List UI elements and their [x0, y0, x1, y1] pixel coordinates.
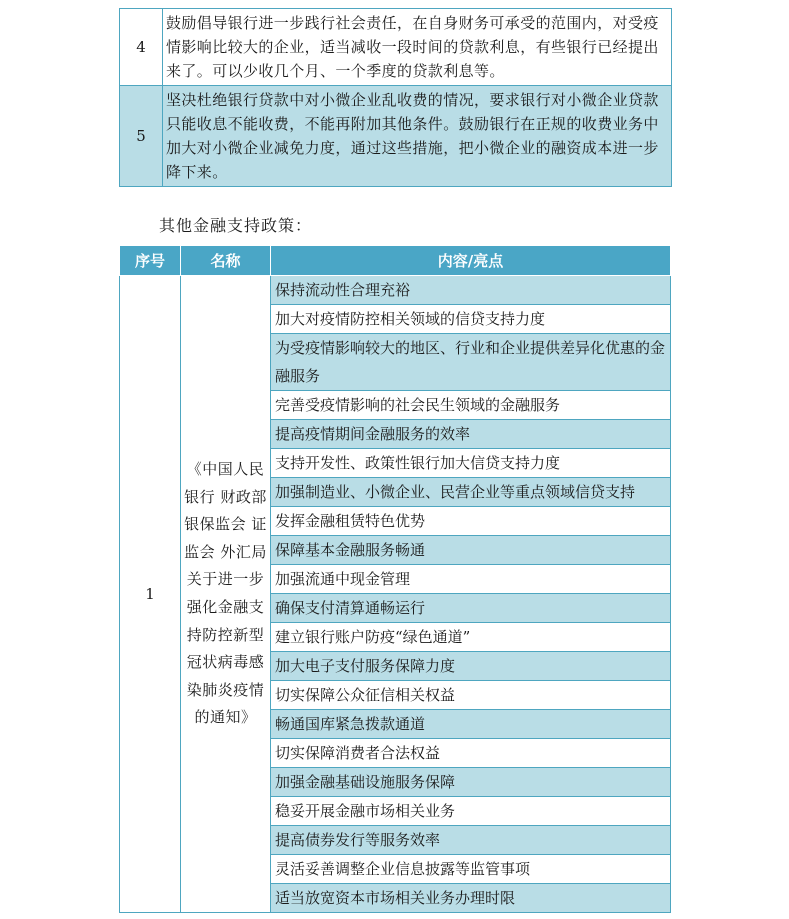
policy-item: 加大电子支付服务保障力度 [271, 652, 671, 681]
header-name: 名称 [181, 246, 271, 276]
table-row [120, 86, 672, 187]
policy-item: 畅通国库紧急拨款通道 [271, 710, 671, 739]
header-content: 内容/亮点 [271, 246, 671, 276]
row-number: 4 [120, 9, 163, 86]
policy-table-top [119, 8, 672, 187]
policy-item: 为受疫情影响较大的地区、行业和企业提供差异化优惠的金融服务 [271, 334, 671, 391]
policy-item: 支持开发性、政策性银行加大信贷支持力度 [271, 449, 671, 478]
policy-item: 保障基本金融服务畅通 [271, 536, 671, 565]
policy-item: 切实保障消费者合法权益 [271, 739, 671, 768]
policy-item: 加大对疫情防控相关领域的信贷支持力度 [271, 305, 671, 334]
policy-item: 建立银行账户防疫“绿色通道” [271, 623, 671, 652]
policy-item: 灵活妥善调整企业信息披露等监管事项 [271, 855, 671, 884]
policy-table-other [119, 245, 671, 913]
header-num: 序号 [120, 246, 181, 276]
section-caption: 其他金融支持政策： [159, 216, 313, 235]
policy-item: 提高债券发行等服务效率 [271, 826, 671, 855]
policy-item: 发挥金融租赁特色优势 [271, 507, 671, 536]
row-number: 1 [120, 276, 181, 913]
table-row [120, 276, 671, 305]
policy-item: 切实保障公众征信相关权益 [271, 681, 671, 710]
policy-item: 确保支付清算通畅运行 [271, 594, 671, 623]
policy-item: 加强流通中现金管理 [271, 565, 671, 594]
policy-item: 完善受疫情影响的社会民生领域的金融服务 [271, 391, 671, 420]
row-text: 鼓励倡导银行进一步践行社会责任，在自身财务可承受的范围内，对受疫情影响比较大的企业，适当减收一段时间的贷款利息，有些银行已经提出来了。可以少收几个月、一个季度的贷款利息等。 [163, 9, 672, 86]
policy-item: 加强制造业、小微企业、民营企业等重点领域信贷支持 [271, 478, 671, 507]
table-row [120, 9, 672, 86]
row-text: 坚决杜绝银行贷款中对小微企业乱收费的情况，要求银行对小微企业贷款只能收息不能收费，不能再附加其他条件。鼓励银行在正规的收费业务中加大对小微企业减免力度，通过这些措施，把小微企业的融资成本进一步降下来。 [163, 86, 672, 187]
policy-item: 加强金融基础设施服务保障 [271, 768, 671, 797]
table-header-row [120, 246, 671, 276]
table-body [120, 276, 671, 913]
policy-name: 《中国人民银行 财政部 银保监会 证监会 外汇局关于进一步强化金融支持防控新型冠状病毒感染肺炎疫情的通知》 [181, 276, 271, 913]
row-number: 5 [120, 86, 163, 187]
policy-item: 提高疫情期间金融服务的效率 [271, 420, 671, 449]
policy-item: 适当放宽资本市场相关业务办理时限 [271, 884, 671, 913]
policy-item: 稳妥开展金融市场相关业务 [271, 797, 671, 826]
policy-item: 保持流动性合理充裕 [271, 276, 671, 305]
